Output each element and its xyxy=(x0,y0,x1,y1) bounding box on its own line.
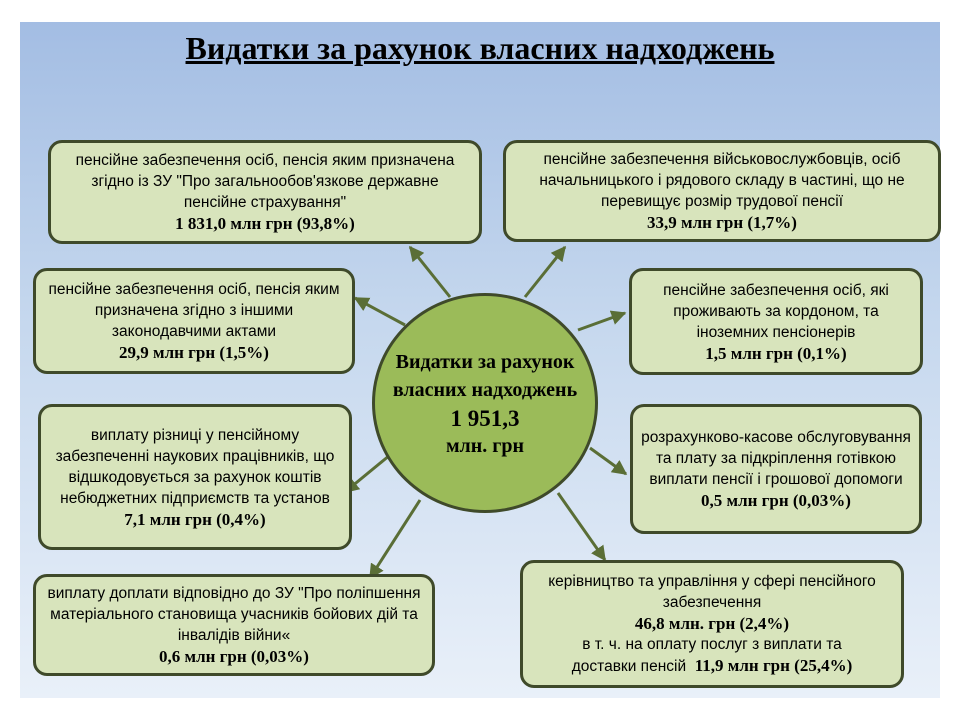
arrow-2 xyxy=(525,247,565,297)
box-other-acts-pension-value: 29,9 млн грн (1,5%) xyxy=(119,343,269,362)
box-scientists-difference-text: виплату різниці у пенсійному забезпеченні наукових працівників, що відшкодовується за рахунок коштів небюджетних підприємств та установ xyxy=(55,426,335,507)
center-circle-value: 1 951,3 xyxy=(450,405,520,431)
box-management-text: керівництво та управління у сфері пенсійного забезпечення xyxy=(548,573,876,611)
box-abroad-pension-text: пенсійне забезпечення осіб, які проживають за кордоном, та іноземних пенсіонерів xyxy=(663,281,889,341)
box-other-acts-pension-text: пенсійне забезпечення осіб, пенсія яким призначена згідно з іншими законодавчими актами xyxy=(48,281,340,340)
box-veterans-supplement-text: виплату доплати відповідно до ЗУ "Про поліпшення матеріального становища учасників бойових дій та інвалідів війни« xyxy=(47,585,421,644)
box-abroad-pension-value: 1,5 млн грн (0,1%) xyxy=(705,343,847,363)
arrow-3 xyxy=(355,298,405,325)
arrow-8 xyxy=(558,493,605,560)
center-circle-text: Видатки за рахунок власних надходжень xyxy=(392,350,578,401)
box-general-pension-value: 1 831,0 млн грн (93,8%) xyxy=(175,214,355,233)
page-title: Видатки за рахунок власних надходжень xyxy=(185,30,775,66)
box-management-value: 46,8 млн. грн (2,4%) xyxy=(634,614,790,633)
box-military-pension-value: 33,9 млн грн (1,7%) xyxy=(647,213,797,232)
box-cash-services xyxy=(630,404,922,534)
box-management-note2: доставки пенсій xyxy=(571,658,687,675)
box-abroad-pension xyxy=(629,268,923,375)
center-circle xyxy=(372,293,598,513)
box-military-pension xyxy=(503,140,941,242)
arrow-4 xyxy=(578,313,625,330)
box-military-pension-text: пенсійне забезпечення військовослужбовців, осіб начальницького і рядового складу в частині, що не перевищує розмір трудової пенсії xyxy=(539,151,905,210)
box-scientists-difference xyxy=(38,404,352,550)
box-general-pension xyxy=(48,140,482,244)
box-veterans-supplement xyxy=(33,574,435,676)
box-general-pension-text: пенсійне забезпечення осіб, пенсія яким призначена згідно із ЗУ "Про загальнообов'язкове державне пенсійне страхування" xyxy=(75,152,455,211)
box-cash-services-value: 0,5 млн грн (0,03%) xyxy=(701,491,851,510)
box-management-note: в т. ч. на оплату послуг з виплати та xyxy=(582,636,842,653)
box-management-note-value: 11,9 млн грн (25,4%) xyxy=(694,656,853,675)
box-cash-services-text: розрахунково-касове обслуговування та плату за підкріплення готівкою виплати пенсії і грошової допомоги xyxy=(641,429,911,488)
arrow-7 xyxy=(370,500,420,578)
box-management xyxy=(520,560,904,688)
arrow-6 xyxy=(590,448,626,474)
box-other-acts-pension xyxy=(33,268,355,374)
box-management-note-line xyxy=(531,655,893,677)
box-scientists-difference-value: 7,1 млн грн (0,4%) xyxy=(124,509,266,529)
center-circle-unit: млн. грн xyxy=(445,434,525,457)
box-veterans-supplement-value: 0,6 млн грн (0,03%) xyxy=(159,647,309,666)
arrow-1 xyxy=(410,247,450,297)
